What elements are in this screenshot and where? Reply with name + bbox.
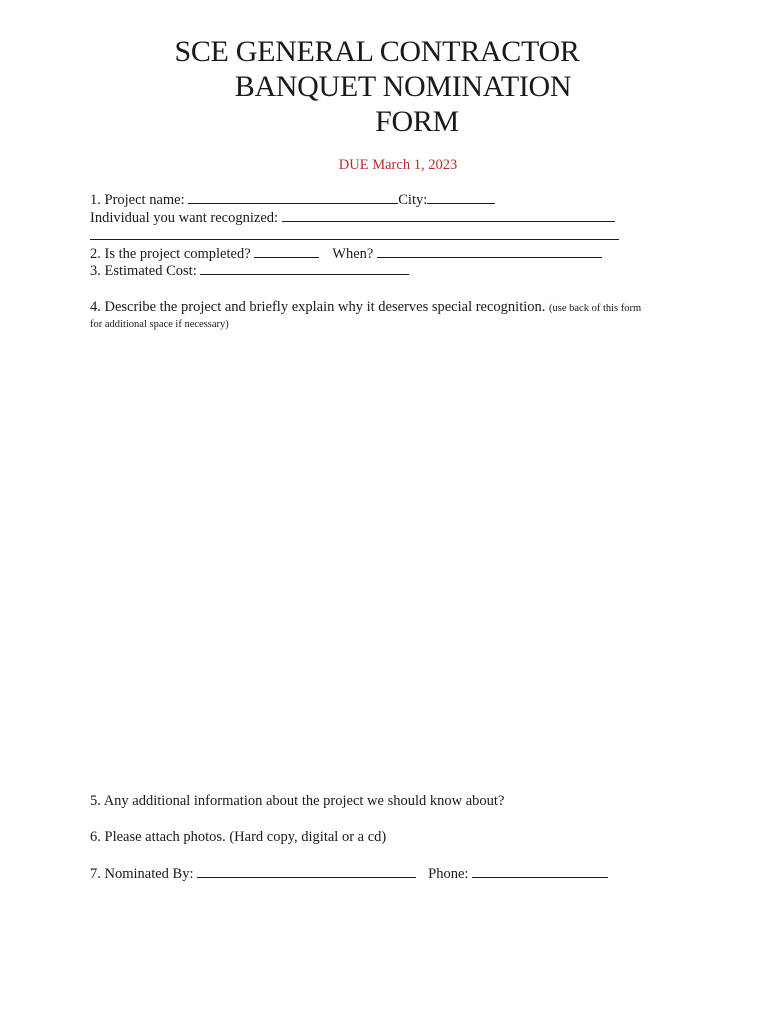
describe-label: 4. Describe the project and briefly explain why it deserves special recognition.: [90, 299, 550, 315]
question-3-row: [90, 261, 409, 280]
city-field[interactable]: [427, 190, 495, 204]
city-label: City:: [398, 192, 428, 208]
when-label: When?: [332, 246, 377, 262]
question-6: 6. Please attach photos. (Hard copy, digital or a cd): [90, 829, 387, 845]
nominated-by-label: 7. Nominated By:: [90, 866, 198, 882]
describe-note-2: for additional space if necessary): [90, 319, 229, 330]
when-field[interactable]: [377, 244, 602, 258]
title-line-3: FORM: [375, 105, 459, 138]
due-date: DUE March 1, 2023: [338, 157, 458, 173]
question-4-row: [90, 298, 641, 318]
individual-field[interactable]: [282, 208, 615, 222]
individual-field-continuation[interactable]: [90, 239, 619, 240]
describe-note-1: (use back of this form: [549, 303, 642, 314]
project-name-field[interactable]: [188, 190, 398, 204]
question-1-row: [90, 190, 495, 209]
question-5: 5. Any additional information about the project we should know about?: [90, 793, 505, 809]
individual-label: Individual you want recognized:: [90, 210, 282, 226]
completed-field[interactable]: [254, 244, 319, 258]
phone-field[interactable]: [472, 864, 608, 878]
title-line-1: SCE GENERAL CONTRACTOR: [174, 35, 580, 68]
estimated-cost-label: 3. Estimated Cost:: [90, 263, 201, 279]
question-7-row: [90, 864, 608, 883]
project-name-label: 1. Project name:: [90, 192, 189, 208]
form-title: [0, 34, 770, 139]
individual-row: [90, 208, 615, 227]
estimated-cost-field[interactable]: [200, 261, 409, 275]
title-line-2: BANQUET NOMINATION: [234, 70, 572, 103]
description-area[interactable]: [90, 340, 680, 780]
nominated-by-field[interactable]: [197, 864, 416, 878]
phone-label: Phone:: [428, 866, 473, 882]
completed-label: 2. Is the project completed?: [90, 246, 255, 262]
